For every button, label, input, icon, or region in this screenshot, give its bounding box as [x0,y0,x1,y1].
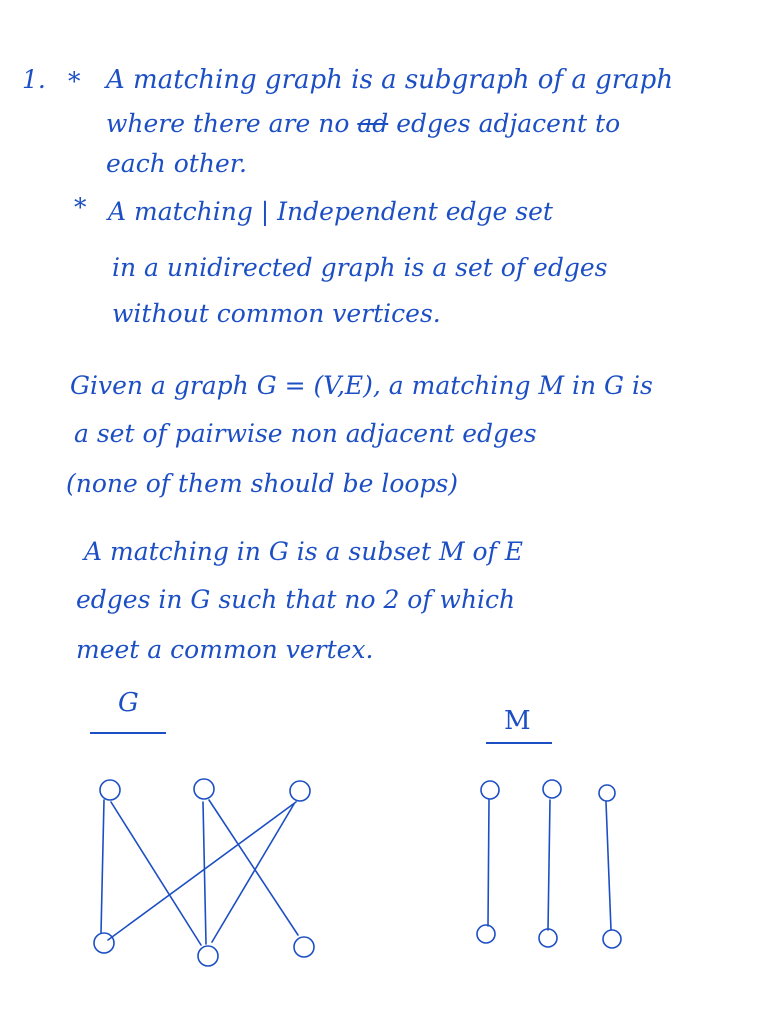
para2-line3: meet a common vertex. [76,635,374,664]
matching-m-edge [548,800,550,930]
graph-g-label: G [118,688,139,718]
bullet-mark-2: * [74,193,87,222]
matching-m-edge [488,800,489,926]
matching-m-vertex [477,925,495,943]
bullet-mark-1: * [68,67,81,96]
matching-m-vertex [539,929,557,947]
point1-line1: A matching graph is a subgraph of a graph [106,65,674,95]
point2-line1: A matching | Independent edge set [108,197,553,226]
matching-m-vertex [599,785,615,801]
matching-m-vertex [543,780,561,798]
matching-m-vertex [481,781,499,799]
point1-line2-end: edges adjacent to [396,109,621,138]
point1-line3: each other. [106,149,247,178]
para2-line1: A matching in G is a subset M of E [84,537,523,566]
para2-line2: edges in G such that no 2 of which [76,585,516,614]
matching-m-edge [606,802,611,930]
para1-line2: a set of pairwise non adjacent edges [74,419,537,448]
matching-m-label: M [504,706,531,736]
point2-line2: in a unidirected graph is a set of edges [112,253,608,282]
point1-line2-struck: ad [357,109,389,138]
para1-line1: Given a graph G = (V,E), a matching M in G is [70,371,653,400]
point2-line3: without common vertices. [112,299,441,328]
item-number: 1. [22,65,46,94]
matching-m-vertex [603,930,621,948]
point1-line2-start: where there are no [106,109,350,138]
para1-line3: (none of them should be loops) [66,469,459,498]
